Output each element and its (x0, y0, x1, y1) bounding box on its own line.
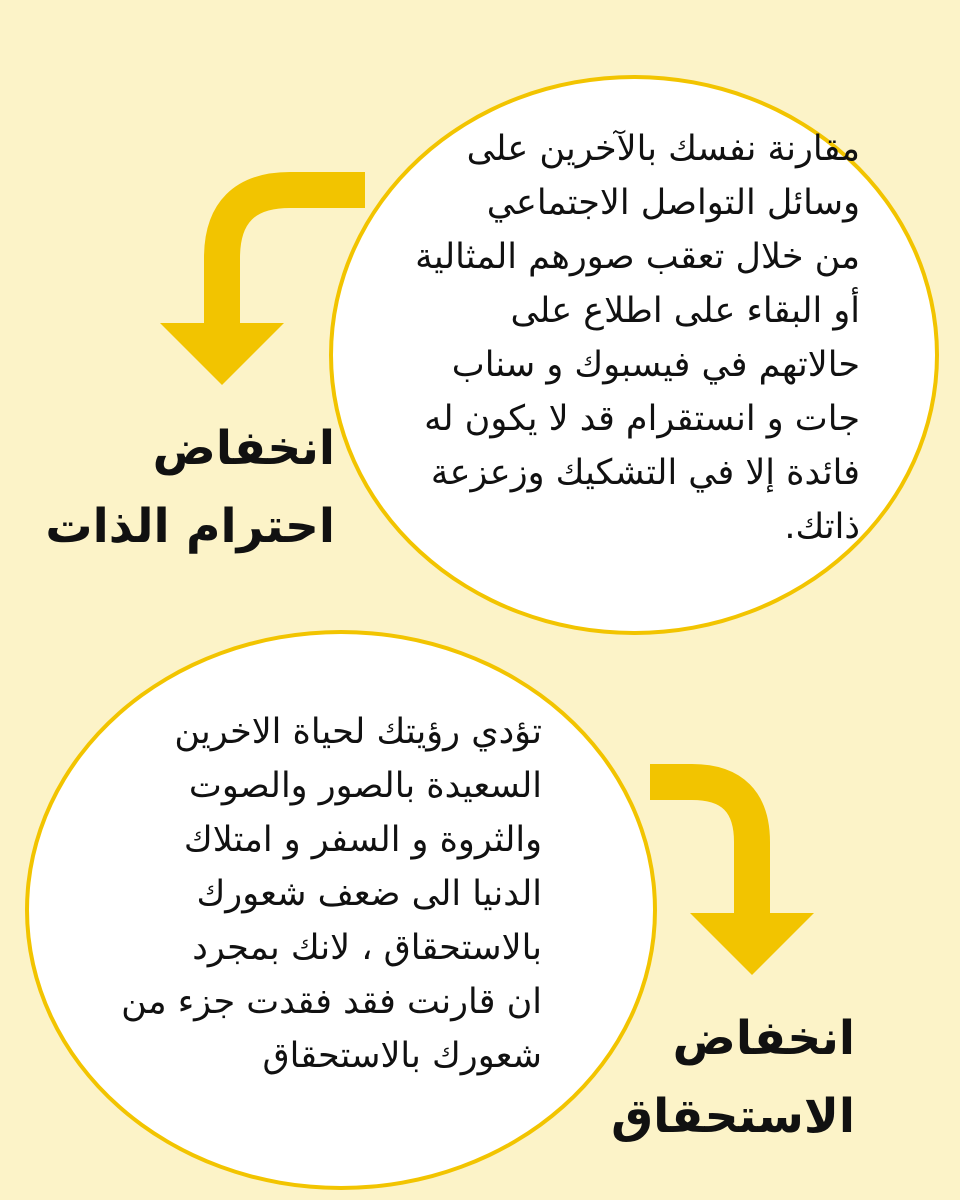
paragraph-line: وسائل التواصل الاجتماعي (486, 183, 860, 223)
paragraph-line: ذاتك. (784, 507, 860, 547)
bottom-heading (611, 1000, 855, 1156)
bottom-circle-paragraph (110, 705, 542, 1083)
paragraph-line: الدنيا الى ضعف شعورك (196, 874, 542, 914)
heading-line: الاستحقاق (611, 1089, 855, 1144)
paragraph-line: جات و انستقرام قد لا يكون له (424, 399, 860, 439)
heading-line: انخفاض (672, 1011, 855, 1066)
paragraph-line: ان قارنت فقد فقدت جزء من (121, 982, 542, 1022)
paragraph-line: السعيدة بالصور والصوت (188, 766, 542, 806)
paragraph-line: بالاستحقاق ، لانك بمجرد (192, 928, 542, 968)
paragraph-line: والثروة و السفر و امتلاك (183, 820, 542, 860)
paragraph-line: مقارنة نفسك بالآخرين على (466, 129, 860, 169)
heading-line: احترام الذات (45, 499, 335, 554)
heading-line: انخفاض (152, 421, 335, 476)
top-arrow-head (160, 323, 284, 385)
bottom-arrow-head (690, 913, 814, 975)
paragraph-line: حالاتهم في فيسبوك و سناب (451, 345, 860, 385)
bottom-curved-arrow-shaft (650, 782, 752, 915)
paragraph-line: فائدة إلا في التشكيك وزعزعة (430, 453, 860, 493)
paragraph-line: من خلال تعقب صورهم المثالية (415, 237, 860, 277)
top-heading (45, 410, 335, 566)
top-circle-paragraph (380, 122, 860, 554)
paragraph-line: شعورك بالاستحقاق (262, 1036, 542, 1076)
paragraph-line: أو البقاء على اطلاع على (510, 291, 860, 331)
paragraph-line: تؤدي رؤيتك لحياة الاخرين (174, 712, 542, 752)
